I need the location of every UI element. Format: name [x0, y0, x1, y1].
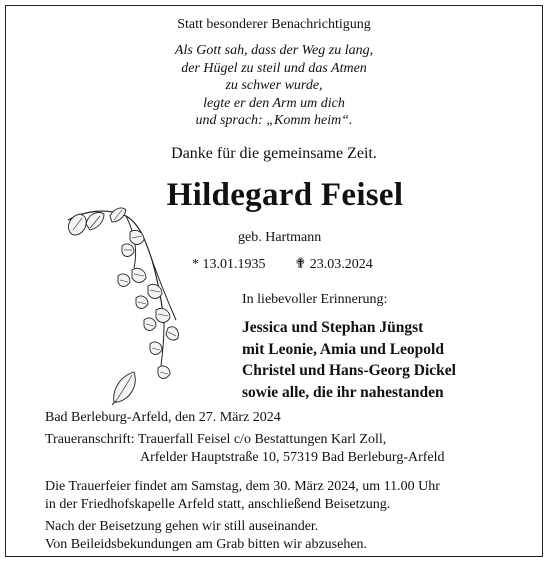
mourner-line: Jessica und Stephan Jüngst	[242, 319, 424, 336]
closing-line: Von Beileidsbekundungen am Grab bitten wir abzusehen.	[45, 536, 368, 552]
ceremony-line: in der Friedhofskapelle Arfeld statt, anschließend Beisetzung.	[45, 496, 391, 512]
life-dates	[192, 256, 373, 273]
mourners-list	[242, 317, 456, 403]
birth-name: geb. Hartmann	[238, 230, 322, 245]
deceased-name: Hildegard Feisel	[166, 177, 404, 213]
poem-line: zu schwer wurde,	[225, 78, 323, 94]
poem-line: legte er den Arm um dich	[203, 95, 345, 111]
falling-leaf-icon	[110, 368, 140, 406]
thanks-line: Danke für die gemeinsame Zeit.	[171, 145, 377, 162]
ceremony-line: Die Trauerfeier findet am Samstag, dem 30. März 2024, um 11.00 Uhr	[45, 479, 440, 494]
poem-line: Als Gott sah, dass der Weg zu lang,	[174, 43, 374, 58]
place-and-date: Bad Berleburg-Arfeld, den 27. März 2024	[45, 410, 281, 425]
ceremony-info	[45, 478, 440, 513]
mourning-address	[45, 431, 445, 466]
mourner-line: Christel und Hans-Georg Dickel	[242, 362, 456, 380]
poem-line: der Hügel zu steil und das Atmen	[181, 60, 367, 76]
address-line: Traueranschrift: Trauerfall Feisel c/o Bestattungen Karl Zoll,	[45, 432, 387, 447]
poem	[6, 42, 542, 130]
death-cross-icon: ✟	[294, 257, 307, 272]
mourner-line: sowie alle, die ihr nahestanden	[242, 383, 444, 401]
birth-date: * 13.01.1935	[192, 257, 266, 272]
death-date: 23.03.2024	[309, 257, 373, 272]
address-line: Arfelder Hauptstraße 10, 57319 Bad Berleburg-Arfeld	[140, 449, 445, 465]
notice-header: Statt besonderer Benachrichtigung	[177, 17, 371, 32]
remembrance-intro: In liebevoller Erinnerung:	[242, 292, 388, 307]
obituary-notice	[5, 5, 543, 557]
closing-line: Nach der Beisetzung gehen wir still auseinander.	[45, 519, 319, 534]
closing-remarks	[45, 518, 367, 553]
mourner-line: mit Leonie, Amia und Leopold	[242, 340, 444, 358]
poem-line: und sprach: „Komm heim“.	[195, 113, 353, 129]
